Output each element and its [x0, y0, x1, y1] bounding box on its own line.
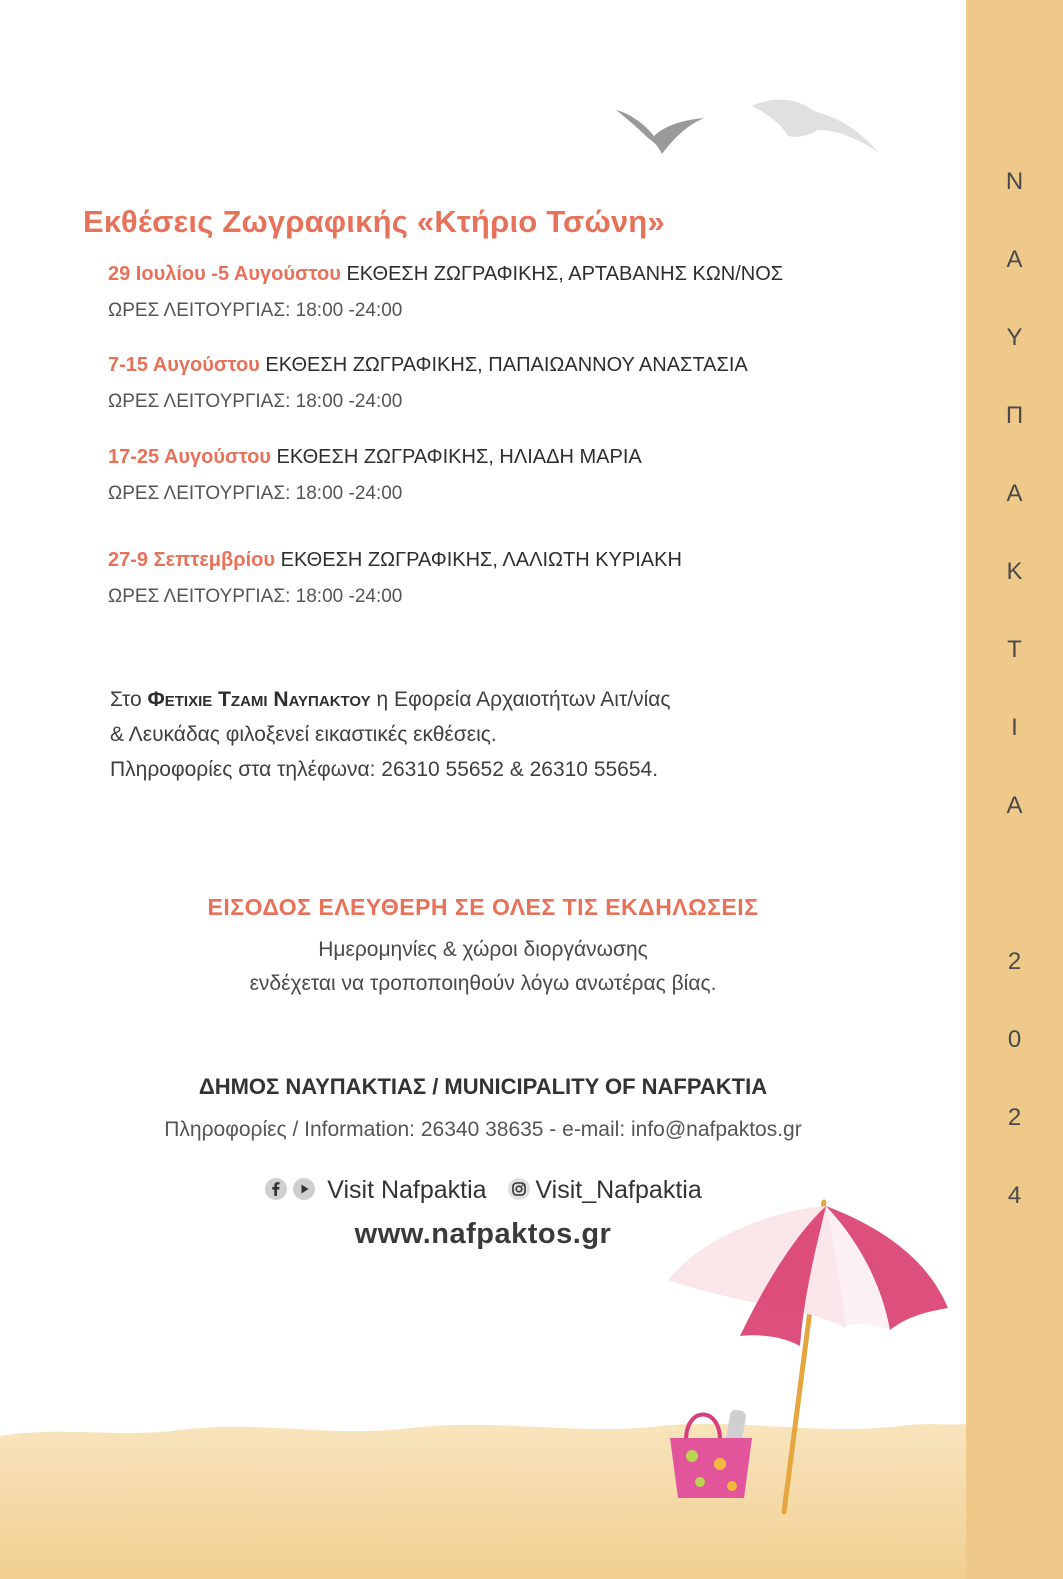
sidebar-letter: Υ — [1006, 324, 1023, 351]
sidebar-letter: Α — [1006, 792, 1023, 819]
instagram-handle[interactable]: Visit_Nafpaktia — [535, 1176, 702, 1204]
page-title: Εκθέσεις Ζωγραφικής «Κτήριο Τσώνη» — [83, 204, 665, 239]
event-line — [108, 263, 783, 286]
event-hours: ΩΡΕΣ ΛΕΙΤΟΥΡΓΙΑΣ: 18:00 -24:00 — [108, 483, 403, 504]
fethiye-line1-rest: η Εφορεία Αρχαιοτήτων Αιτ/νίας — [376, 688, 671, 711]
municipality-name: ΔΗΜΟΣ ΝΑΥΠΑΚΤΙΑΣ / MUNICIPALITY OF NAFPAKTIA — [198, 1074, 768, 1099]
bag-body — [670, 1438, 752, 1498]
facebook-youtube-handle[interactable]: Visit Nafpaktia — [327, 1176, 487, 1204]
fethiye-prefix: Στο — [110, 688, 142, 711]
sidebar-letter: Τ — [1007, 636, 1022, 663]
seagulls-illustration — [612, 96, 887, 166]
event-entry — [108, 263, 783, 322]
fethiye-venue: Φετιχιε Τζαμι Ναυπακτου — [147, 688, 371, 711]
sidebar-letter: Κ — [1006, 558, 1023, 585]
sidebar-vertical-text — [966, 0, 1063, 1579]
instagram-icon[interactable] — [507, 1177, 531, 1201]
youtube-icon[interactable] — [292, 1177, 316, 1201]
sidebar-digit: 0 — [1007, 1026, 1022, 1053]
event-description: ΕΚΘΕΣΗ ΖΩΓΡΑΦΙΚΗΣ, ΑΡΤΑΒΑΝΗΣ ΚΩΝ/ΝΟΣ — [346, 263, 784, 285]
event-description: ΕΚΘΕΣΗ ΖΩΓΡΑΦΙΚΗΣ, ΠΑΠΑΙΩΑΝΝΟΥ ΑΝΑΣΤΑΣΙΑ — [265, 354, 748, 376]
event-entry — [108, 549, 682, 608]
contact-info: Πληροφορίες / Information: 26340 38635 - e-mail: info@nafpaktos.gr — [164, 1118, 802, 1141]
schedule-notice — [0, 933, 966, 1001]
fethiye-line2: & Λευκάδας φιλοξενεί εικαστικές εκθέσεις. — [110, 723, 497, 746]
bag-handle — [686, 1415, 720, 1441]
event-date: 27-9 Σεπτεμβρίου — [108, 549, 276, 571]
free-entry-heading: ΕΙΣΟΔΟΣ ΕΛΕΥΘΕΡΗ ΣΕ ΟΛΕΣ ΤΙΣ ΕΚΔΗΛΩΣΕΙΣ — [207, 894, 759, 920]
website-link[interactable]: www.nafpaktos.gr — [354, 1218, 612, 1250]
event-hours: ΩΡΕΣ ΛΕΙΤΟΥΡΓΙΑΣ: 18:00 -24:00 — [108, 391, 403, 412]
event-entry — [108, 354, 748, 413]
event-line — [108, 446, 642, 469]
notice-line2: ενδέχεται να τροποποιηθούν λόγω ανωτέρας βίας. — [249, 972, 717, 995]
facebook-icon[interactable] — [264, 1177, 288, 1201]
event-description: ΕΚΘΕΣΗ ΖΩΓΡΑΦΙΚΗΣ, ΛΑΛΙΩΤΗ ΚΥΡΙΑΚΗ — [280, 549, 682, 571]
event-date: 29 Ιουλίου -5 Αυγούστου — [108, 263, 341, 285]
event-description: ΕΚΘΕΣΗ ΖΩΓΡΑΦΙΚΗΣ, ΗΛΙΑΔΗ ΜΑΡΙΑ — [276, 446, 642, 468]
beach-bag-illustration — [664, 1398, 762, 1502]
seagull-gray — [616, 110, 704, 154]
fethiye-phones: Πληροφορίες στα τηλέφωνα: 26310 55652 & 26310 55654. — [110, 758, 659, 781]
sidebar-digit: 2 — [1007, 1104, 1022, 1131]
sidebar-letter: Ν — [1005, 168, 1024, 195]
sidebar-letter: Α — [1006, 246, 1023, 273]
event-date: 17-25 Αυγούστου — [108, 446, 271, 468]
seagull-light — [752, 100, 878, 152]
sidebar-letter: Π — [1005, 402, 1024, 429]
event-hours: ΩΡΕΣ ΛΕΙΤΟΥΡΓΙΑΣ: 18:00 -24:00 — [108, 300, 403, 321]
event-date: 7-15 Αυγούστου — [108, 354, 260, 376]
sidebar-letter: Α — [1006, 480, 1023, 507]
sidebar-digit: 2 — [1007, 948, 1022, 975]
fethiye-paragraph — [110, 682, 671, 787]
sidebar-digit: 4 — [1007, 1182, 1022, 1209]
event-hours: ΩΡΕΣ ΛΕΙΤΟΥΡΓΙΑΣ: 18:00 -24:00 — [108, 586, 403, 607]
event-line — [108, 354, 748, 377]
event-line — [108, 549, 682, 572]
notice-line1: Ημερομηνίες & χώροι διοργάνωσης — [318, 938, 648, 961]
sidebar-letter: Ι — [1011, 714, 1018, 741]
fethiye-line — [110, 682, 671, 717]
event-entry — [108, 446, 642, 505]
